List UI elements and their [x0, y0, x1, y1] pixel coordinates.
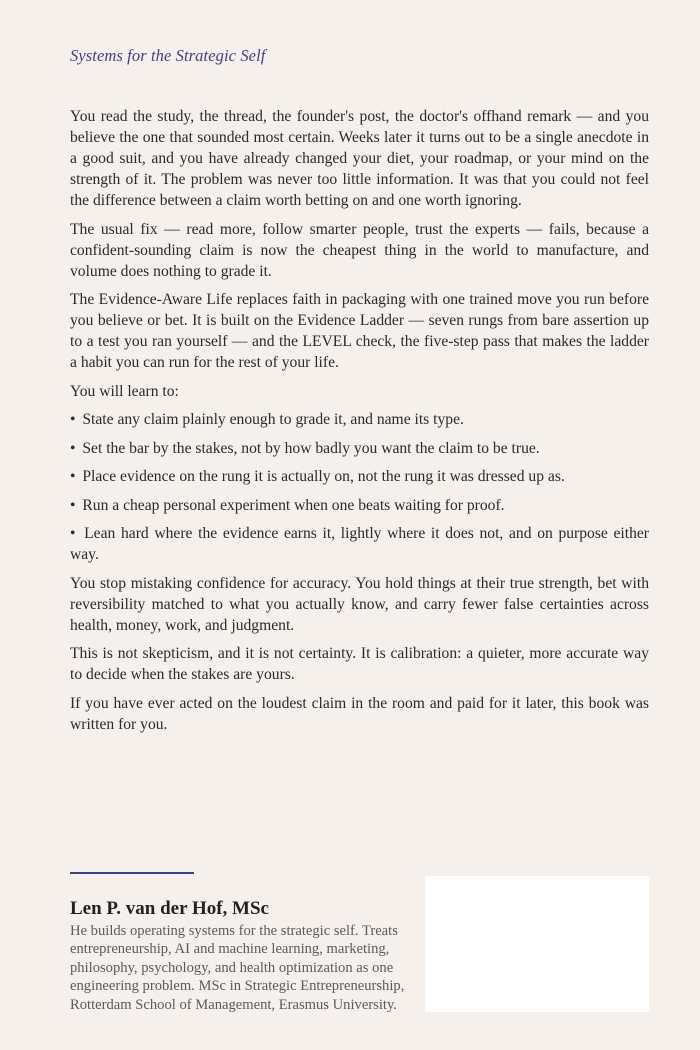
blurb-paragraph: The usual fix — read more, follow smarter people, trust the experts — fails, because a confident-sounding claim is now the cheapest thing in the world to manufacture, and volume does nothing to grade it.	[70, 220, 649, 280]
barcode-area	[425, 876, 649, 1012]
bullet-icon: •	[70, 439, 76, 457]
blurb-paragraph: You stop mistaking confidence for accuracy. You hold things at their true strength, bet with reversibility matched to what you actually know, and carry fewer false certainties across health, money, work, and judgment.	[70, 574, 649, 634]
bullet-icon: •	[70, 525, 76, 542]
bullet-text: Run a cheap personal experiment when one beats waiting for proof.	[82, 496, 505, 514]
author-name: Len P. van der Hof, MSc	[70, 898, 269, 919]
list-item	[70, 466, 649, 487]
bullet-text: Set the bar by the stakes, not by how badly you want the claim to be true.	[82, 439, 540, 457]
list-item	[70, 438, 649, 459]
back-cover-blurb	[70, 106, 649, 742]
list-item	[70, 495, 649, 516]
learning-bullet-list	[70, 409, 649, 565]
bullet-icon: •	[70, 411, 76, 428]
author-bio: He builds operating systems for the strategic self. Treats entrepreneurship, AI and machine learning, marketing, philosophy, psychology, and health optimization as one engineering problem. MSc in Strategic Entrepreneurship, Rotterdam School of Management, Erasmus University.	[70, 923, 405, 1013]
blurb-paragraph: This is not skepticism, and it is not certainty. It is calibration: a quieter, more accurate way to decide when the stakes are yours.	[70, 645, 649, 683]
series-title: Systems for the Strategic Self	[70, 46, 266, 65]
bullet-text: Place evidence on the rung it is actually on, not the rung it was dressed up as.	[82, 468, 565, 485]
bullet-text: State any claim plainly enough to grade it, and name its type.	[82, 411, 464, 428]
blurb-paragraph: If you have ever acted on the loudest claim in the room and paid for it later, this book was written for you.	[70, 694, 649, 733]
bullet-icon: •	[70, 468, 76, 485]
blurb-paragraph: The Evidence-Aware Life replaces faith in packaging with one trained move you run before you believe or bet. It is built on the Evidence Ladder — seven rungs from bare assertion up to a test you ran yourself — and the LEVEL check, the five-step pass that makes the ladder a habit you can run for the rest of your life.	[70, 291, 649, 371]
blurb-paragraph: You read the study, the thread, the founder's post, the doctor's offhand remark — and you believe the one that sounded most certain. Weeks later it turns out to be a single anecdote in a good suit, and you have already changed your diet, your roadmap, or your mind on the strength of it. The problem was never too little information. It was that you could not feel the difference between a claim worth betting on and one worth ignoring.	[70, 108, 649, 209]
bullet-icon: •	[70, 496, 76, 514]
divider-rule	[70, 872, 194, 874]
learn-intro: You will learn to:	[70, 382, 179, 400]
list-item	[70, 409, 649, 430]
bullet-text: Lean hard where the evidence earns it, lightly where it does not, and on purpose either way.	[70, 525, 650, 563]
list-item	[70, 523, 649, 565]
